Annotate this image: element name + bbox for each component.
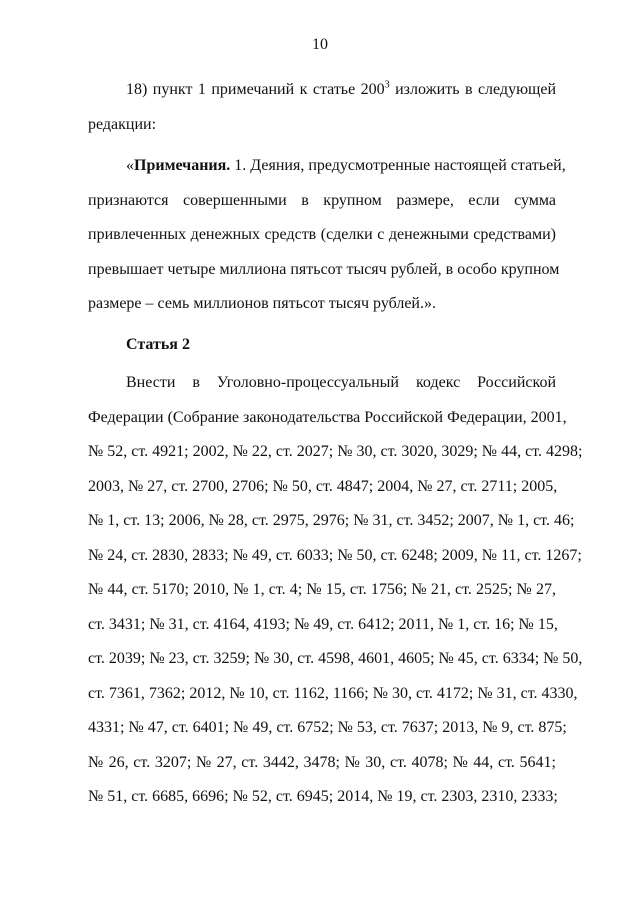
article-2-line: № 1, ст. 13; 2006, № 28, ст. 2975, 2976; № 31, ст. 3452; 2007, № 1, ст. 46; <box>88 512 575 529</box>
article-2-line: № 44, ст. 5170; 2010, № 1, ст. 4; № 15, ст. 1756; № 21, ст. 2525; № 27, <box>88 581 556 598</box>
page-number: 10 <box>312 36 328 53</box>
item-18-superscript: 3 <box>384 79 390 91</box>
article-2-line: Федерации (Собрание законодательства Российской Федерации, 2001, <box>88 408 567 426</box>
note-line-3: привлеченных денежных средств (сделки с денежными средствами) <box>88 226 556 243</box>
article-2-line: № 26, ст. 3207; № 27, ст. 3442, 3478; № 30, ст. 4078; № 44, ст. 5641; <box>88 753 556 771</box>
note-open-quote: « <box>126 157 134 174</box>
article-2-line: 2003, № 27, ст. 2700, 2706; № 50, ст. 4847; 2004, № 27, ст. 2711; 2005, <box>88 477 558 495</box>
note-line-1 <box>88 149 566 184</box>
article-2-line: ст. 7361, 7362; 2012, № 10, ст. 1162, 1166; № 30, ст. 4172; № 31, ст. 4330, <box>88 684 578 702</box>
note-line-5: размере – семь миллионов пятьсот тысяч рублей.». <box>88 295 436 312</box>
note-line-2: признаются совершенными в крупном размере, если сумма <box>88 191 556 209</box>
note-label: Примечания. <box>134 157 231 174</box>
article-2-line: ст. 3431; № 31, ст. 4164, 4193; № 49, ст. 6412; 2011, № 1, ст. 16; № 15, <box>88 615 558 633</box>
article-2-line: № 24, ст. 2830, 2833; № 49, ст. 6033; № 50, ст. 6248; 2009, № 11, ст. 1267; <box>88 546 582 564</box>
item-18-text-b: изложить в следующей <box>389 81 556 98</box>
item-18-line-1 <box>88 73 556 108</box>
note-line-4: превышает четыре миллиона пятьсот тысяч рублей, в особо крупном <box>88 260 560 278</box>
note-paragraph <box>88 149 566 322</box>
item-18-text-a: 18) пункт 1 примечаний к статье 200 <box>126 81 385 98</box>
item-18-line-2: редакции: <box>88 115 157 133</box>
document-body <box>88 73 583 815</box>
article-2-line: ст. 2039; № 23, ст. 3259; № 30, ст. 4598, 4601, 4605; № 45, ст. 6334; № 50, <box>88 650 583 667</box>
article-2-line: Внести в Уголовно-процессуальный кодекс Российской <box>126 374 556 391</box>
article-2-heading-block <box>88 328 556 363</box>
note-line-1-rest: 1. Деяния, предусмотренные настоящей статьей, <box>230 157 566 174</box>
item-18-paragraph <box>88 73 556 142</box>
article-2-line: № 52, ст. 4921; 2002, № 22, ст. 2027; № 30, ст. 3020, 3029; № 44, ст. 4298; <box>88 443 583 460</box>
article-2-paragraph <box>88 366 583 815</box>
article-2-line: № 51, ст. 6685, 6696; № 52, ст. 6945; 2014, № 19, ст. 2303, 2310, 2333; <box>88 788 558 805</box>
article-2-line: 4331; № 47, ст. 6401; № 49, ст. 6752; № 53, ст. 7637; 2013, № 9, ст. 875; <box>88 719 567 736</box>
article-2-heading: Статья 2 <box>126 335 190 353</box>
